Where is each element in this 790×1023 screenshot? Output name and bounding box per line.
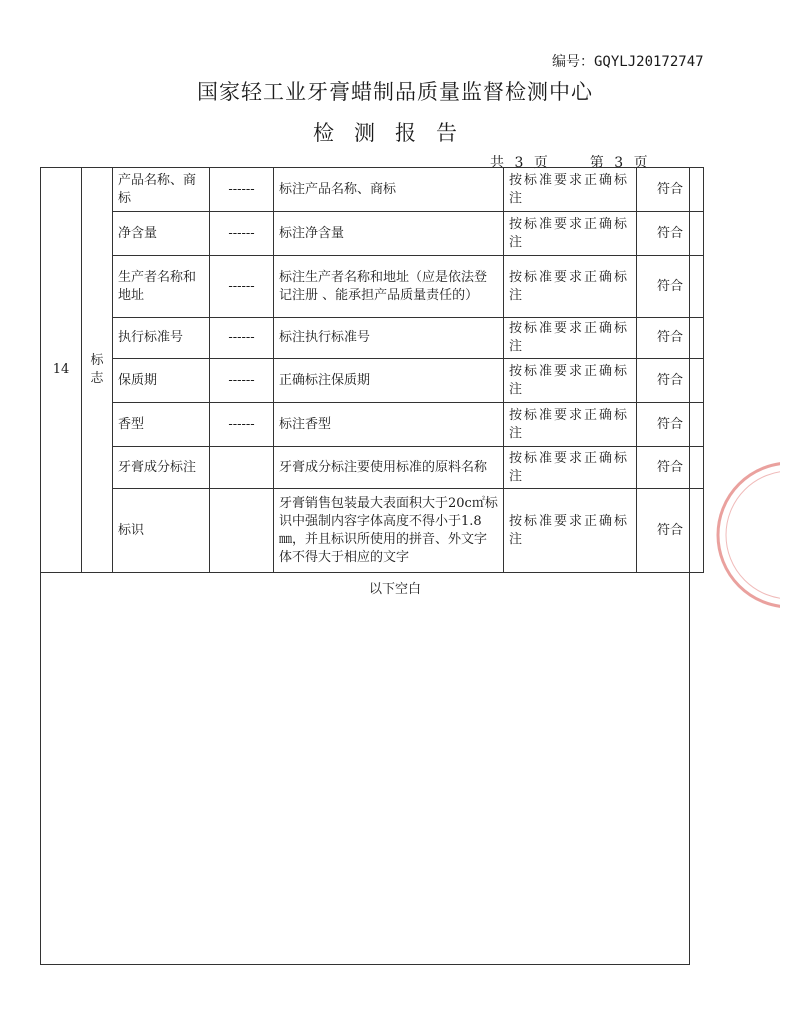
row-value: ------ [210, 168, 274, 212]
row-requirement: 牙膏成分标注要使用标准的原料名称 [274, 447, 504, 489]
item-number: 14 [41, 168, 82, 573]
category-char-2: 志 [90, 371, 104, 386]
table-row [41, 318, 704, 359]
table-row [41, 359, 704, 403]
row-value [210, 489, 274, 573]
current-prefix: 第 [589, 155, 607, 171]
row-requirement: 标注产品名称、商标 [274, 168, 504, 212]
row-requirement: 标注净含量 [274, 212, 504, 256]
row-value: ------ [210, 403, 274, 447]
row-spec: 按标准要求正确标注 [504, 447, 637, 489]
total-prefix: 共 [490, 155, 507, 171]
row-result: 符合 [637, 212, 704, 256]
row-item: 净含量 [113, 212, 210, 256]
row-result: 符合 [637, 403, 704, 447]
official-seal-stamp [700, 450, 780, 620]
seal-graphic [700, 450, 780, 620]
table-row [41, 256, 704, 318]
row-requirement: 标注香型 [274, 403, 504, 447]
row-item: 保质期 [113, 359, 210, 403]
row-requirement: 牙膏销售包装最大表面积大于20c㎡标识中强制内容字体高度不得小于1.8㎜，并且标识所使用的拼音、外文字体不得大于相应的文字 [274, 489, 504, 573]
row-value: ------ [210, 318, 274, 359]
row-result: 符合 [637, 447, 704, 489]
row-result: 符合 [637, 256, 704, 318]
row-item: 香型 [113, 403, 210, 447]
row-result: 符合 [637, 359, 704, 403]
row-value [210, 447, 274, 489]
item-category [82, 168, 113, 573]
total-unit: 页 [533, 155, 551, 171]
row-spec: 按标准要求正确标注 [504, 318, 637, 359]
row-requirement: 正确标注保质期 [274, 359, 504, 403]
row-spec: 按标准要求正确标注 [504, 489, 637, 573]
total-pages: 3 [514, 155, 527, 171]
row-spec: 按标准要求正确标注 [504, 359, 637, 403]
report-title: 检测报告 [313, 121, 477, 145]
current-unit: 页 [633, 155, 651, 171]
category-char-1: 标 [90, 353, 104, 368]
table-row [41, 489, 704, 573]
row-value: ------ [210, 359, 274, 403]
report-number: 编号：GQYLJ20172747 [552, 54, 704, 70]
row-spec: 按标准要求正确标注 [504, 403, 637, 447]
blank-below-note: 以下空白 [368, 582, 421, 597]
row-requirement: 标注执行标准号 [274, 318, 504, 359]
row-spec: 按标准要求正确标注 [504, 212, 637, 256]
row-item: 标识 [113, 489, 210, 573]
table-row [41, 403, 704, 447]
row-item: 生产者名称和地址 [113, 256, 210, 318]
row-result: 符合 [637, 489, 704, 573]
organization-title: 国家轻工业牙膏蜡制品质量监督检测中心 [197, 80, 593, 104]
inspection-table [40, 167, 704, 573]
row-value: ------ [210, 212, 274, 256]
row-item: 执行标准号 [113, 318, 210, 359]
table-row [41, 212, 704, 256]
current-page: 3 [614, 155, 627, 171]
row-item: 产品名称、商标 [113, 168, 210, 212]
row-value: ------ [210, 256, 274, 318]
row-item: 牙膏成分标注 [113, 447, 210, 489]
row-spec: 按标准要求正确标注 [504, 256, 637, 318]
table-row [41, 168, 704, 212]
row-spec: 按标准要求正确标注 [504, 168, 637, 212]
row-result: 符合 [637, 318, 704, 359]
row-requirement: 标注生产者名称和地址（应是依法登记注册 、能承担产品质量责任的） [274, 256, 504, 318]
table-row [41, 447, 704, 489]
row-result: 符合 [637, 168, 704, 212]
